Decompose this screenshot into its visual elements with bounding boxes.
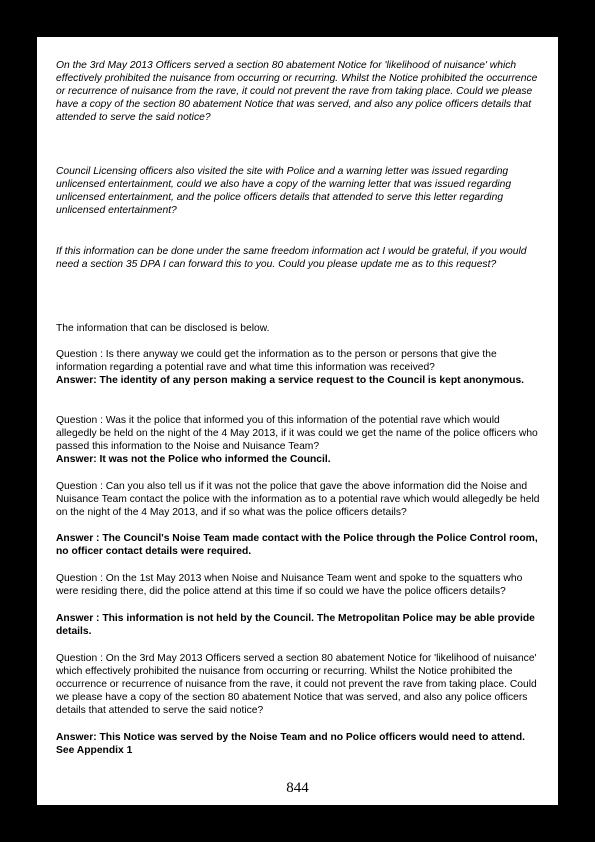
page-number: 844 — [286, 780, 309, 796]
question-5: Question : On the 3rd May 2013 Officers served a section 80 abatement Notice for 'likelihood of nuisance' which effectively prohibited the nuisance from occurring or recurring. Whilst the Notice prohibited the occurrence or recurrence of nuisance from the rave, it could not prevent the rave from taking place. Could we please have a copy of the section 80 abatement Notice that was served, and also any police officers details that attended to serve the said notice? — [56, 653, 537, 716]
disclosure-intro: The information that can be disclosed is below. — [56, 323, 270, 334]
question-2: Question : Was it the police that informed you of this information of the potential rave which would allegedly be held on the night of the 4 May 2013, if it was could we get the name of the police officers who passed this information to the Noise and Nuisance Team? — [56, 415, 538, 452]
answer-4: Answer : This information is not held by the Council. The Metropolitan Police may be able provide details. — [56, 613, 535, 637]
answer-5: Answer: This Notice was served by the Noise Team and no Police officers would need to attend. See Appendix 1 — [56, 732, 525, 756]
answer-3: Answer : The Council's Noise Team made contact with the Police through the Police Control room, no officer contact details were required. — [56, 533, 538, 557]
request-paragraph-1: On the 3rd May 2013 Officers served a section 80 abatement Notice for 'likelihood of nuisance' which effectively prohibited the nuisance from occurring or recurring. Whilst the Notice prohibited the occurrence or recurrence of nuisance from the rave, it could not prevent the rave from taking place. Could we please have a copy of the section 80 abatement Notice that was served, and also any police officers details that attended to serve the said notice? — [56, 60, 538, 123]
request-paragraph-3: If this information can be done under the same freedom information act I would be grateful, if you would need a section 35 DPA I can forward this to you. Could you please update me as to this request? — [56, 246, 527, 270]
question-3: Question : Can you also tell us if it was not the police that gave the above information did the Noise and Nuisance Team contact the police with the information as to a potential rave which would allegedly be held on the night of the 4 May 2013, and if so what was the police officers details? — [56, 481, 540, 518]
document-page — [37, 37, 558, 805]
answer-2: Answer: It was not the Police who informed the Council. — [56, 454, 331, 465]
request-paragraph-2: Council Licensing officers also visited the site with Police and a warning letter was issued regarding unlicensed entertainment, could we also have a copy of the warning letter that was issued regarding unlicensed entertainment, and the police officers details that attended to serve this letter regarding unlicensed entertainment? — [56, 166, 512, 216]
question-4: Question : On the 1st May 2013 when Noise and Nuisance Team went and spoke to the squatters who were residing there, did the police attend at this time if so could we have the police officers details? — [56, 573, 523, 597]
question-1: Question : Is there anyway we could get the information as to the person or persons that give the information regarding a potential rave and what time this information was received? — [56, 349, 497, 373]
answer-1: Answer: The identity of any person making a service request to the Council is kept anonymous. — [56, 375, 525, 386]
